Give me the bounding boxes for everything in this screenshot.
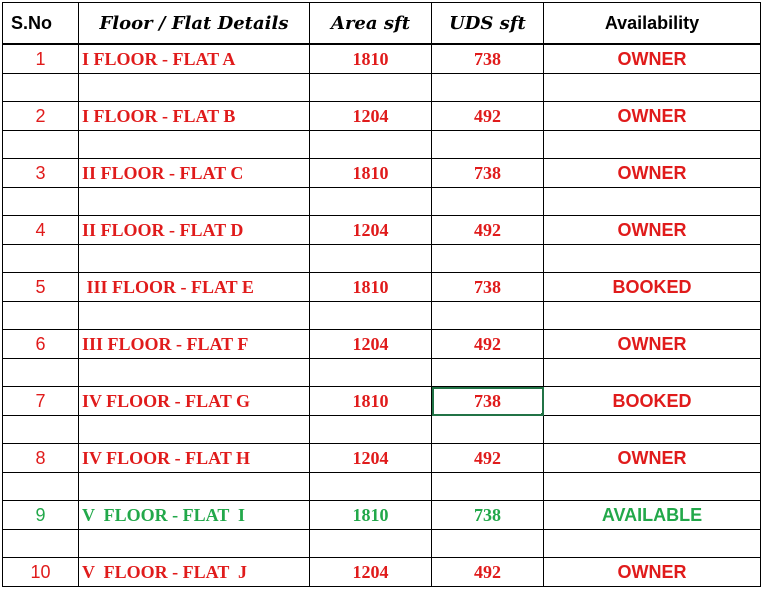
empty-cell[interactable]	[432, 530, 544, 558]
empty-cell[interactable]	[310, 131, 432, 159]
table-row	[3, 330, 761, 359]
cell-sno[interactable]: 9	[3, 501, 79, 530]
empty-row	[3, 473, 761, 501]
empty-cell[interactable]	[79, 188, 310, 216]
empty-cell[interactable]	[544, 74, 761, 102]
empty-row	[3, 245, 761, 273]
empty-row	[3, 530, 761, 558]
header-uds-sft[interactable]: UDS sft	[432, 3, 544, 45]
empty-cell[interactable]	[432, 302, 544, 330]
empty-cell[interactable]	[3, 245, 79, 273]
cell-availability[interactable]: BOOKED	[544, 273, 761, 302]
cell-uds-sft[interactable]: 738	[432, 501, 544, 530]
empty-cell[interactable]	[79, 74, 310, 102]
flat-availability-table	[2, 2, 761, 587]
cell-availability[interactable]: OWNER	[544, 558, 761, 587]
empty-cell[interactable]	[544, 245, 761, 273]
empty-cell[interactable]	[79, 530, 310, 558]
cell-area-sft[interactable]: 1810	[310, 501, 432, 530]
cell-floor-flat-details[interactable]: I FLOOR - FLAT B	[79, 102, 310, 131]
empty-cell[interactable]	[310, 359, 432, 387]
cell-sno[interactable]: 7	[3, 387, 79, 416]
cell-area-sft[interactable]: 1810	[310, 44, 432, 74]
empty-cell[interactable]	[432, 131, 544, 159]
cell-area-sft[interactable]: 1204	[310, 216, 432, 245]
empty-cell[interactable]	[544, 188, 761, 216]
table-row	[3, 387, 761, 416]
empty-cell[interactable]	[79, 473, 310, 501]
empty-cell[interactable]	[544, 131, 761, 159]
cell-area-sft[interactable]: 1204	[310, 444, 432, 473]
cell-area-sft[interactable]: 1810	[310, 159, 432, 188]
cell-availability[interactable]: BOOKED	[544, 387, 761, 416]
cell-availability[interactable]: OWNER	[544, 159, 761, 188]
cell-sno[interactable]: 10	[3, 558, 79, 587]
empty-cell[interactable]	[79, 416, 310, 444]
cell-availability[interactable]: OWNER	[544, 102, 761, 131]
cell-uds-sft[interactable]: 492	[432, 444, 544, 473]
cell-sno[interactable]: 4	[3, 216, 79, 245]
empty-cell[interactable]	[3, 74, 79, 102]
table-row	[3, 44, 761, 74]
cell-uds-sft[interactable]: 492	[432, 558, 544, 587]
empty-row	[3, 359, 761, 387]
empty-cell[interactable]	[79, 302, 310, 330]
empty-cell[interactable]	[79, 131, 310, 159]
empty-cell[interactable]	[310, 416, 432, 444]
cell-sno[interactable]: 6	[3, 330, 79, 359]
cell-uds-sft[interactable]: 738	[432, 159, 544, 188]
empty-cell[interactable]	[3, 359, 79, 387]
header-sno[interactable]: S.No	[3, 3, 79, 45]
empty-cell[interactable]	[544, 473, 761, 501]
empty-cell[interactable]	[3, 131, 79, 159]
cell-uds-sft[interactable]: 738	[432, 44, 544, 74]
empty-cell[interactable]	[432, 416, 544, 444]
empty-cell[interactable]	[432, 74, 544, 102]
empty-cell[interactable]	[310, 188, 432, 216]
empty-cell[interactable]	[3, 302, 79, 330]
table-body	[3, 44, 761, 587]
cell-sno[interactable]: 1	[3, 44, 79, 74]
cell-floor-flat-details[interactable]: III FLOOR - FLAT F	[79, 330, 310, 359]
empty-cell[interactable]	[544, 416, 761, 444]
empty-cell[interactable]	[544, 530, 761, 558]
table-row	[3, 102, 761, 131]
table-row	[3, 444, 761, 473]
cell-floor-flat-details[interactable]: V FLOOR - FLAT J	[79, 558, 310, 587]
cell-uds-sft[interactable]: 738	[432, 273, 544, 302]
cell-floor-flat-details[interactable]: I FLOOR - FLAT A	[79, 44, 310, 74]
cell-area-sft[interactable]: 1810	[310, 387, 432, 416]
cell-area-sft[interactable]: 1204	[310, 558, 432, 587]
cell-uds-sft[interactable]: 738	[432, 387, 544, 416]
empty-cell[interactable]	[3, 188, 79, 216]
cell-area-sft[interactable]: 1810	[310, 273, 432, 302]
cell-uds-sft[interactable]: 492	[432, 102, 544, 131]
empty-cell[interactable]	[3, 530, 79, 558]
empty-cell[interactable]	[432, 359, 544, 387]
empty-cell[interactable]	[310, 530, 432, 558]
cell-area-sft[interactable]: 1204	[310, 102, 432, 131]
table-row	[3, 558, 761, 587]
cell-sno[interactable]: 5	[3, 273, 79, 302]
empty-cell[interactable]	[432, 473, 544, 501]
header-row	[3, 3, 761, 45]
cell-floor-flat-details[interactable]: II FLOOR - FLAT C	[79, 159, 310, 188]
empty-cell[interactable]	[310, 245, 432, 273]
cell-availability[interactable]: OWNER	[544, 44, 761, 74]
header-area-sft[interactable]: Area sft	[310, 3, 432, 45]
cell-availability[interactable]: OWNER	[544, 216, 761, 245]
cell-sno[interactable]: 3	[3, 159, 79, 188]
empty-cell[interactable]	[310, 473, 432, 501]
empty-cell[interactable]	[79, 245, 310, 273]
empty-cell[interactable]	[79, 359, 310, 387]
header-availability[interactable]: Availability	[544, 3, 761, 45]
table-row	[3, 159, 761, 188]
cell-floor-flat-details[interactable]: IV FLOOR - FLAT H	[79, 444, 310, 473]
header-floor-flat-details[interactable]: Floor / Flat Details	[79, 3, 310, 45]
empty-cell[interactable]	[3, 416, 79, 444]
cell-floor-flat-details[interactable]: II FLOOR - FLAT D	[79, 216, 310, 245]
empty-cell[interactable]	[432, 245, 544, 273]
cell-area-sft[interactable]: 1204	[310, 330, 432, 359]
empty-row	[3, 131, 761, 159]
empty-cell[interactable]	[432, 188, 544, 216]
cell-availability[interactable]: OWNER	[544, 444, 761, 473]
empty-cell[interactable]	[544, 302, 761, 330]
empty-cell[interactable]	[544, 359, 761, 387]
empty-row	[3, 416, 761, 444]
cell-sno[interactable]: 8	[3, 444, 79, 473]
empty-row	[3, 74, 761, 102]
empty-cell[interactable]	[310, 302, 432, 330]
cell-availability[interactable]: OWNER	[544, 330, 761, 359]
table-row	[3, 501, 761, 530]
cell-floor-flat-details[interactable]: V FLOOR - FLAT I	[79, 501, 310, 530]
cell-uds-sft[interactable]: 492	[432, 330, 544, 359]
empty-cell[interactable]	[3, 473, 79, 501]
empty-row	[3, 188, 761, 216]
table-row	[3, 216, 761, 245]
empty-row	[3, 302, 761, 330]
cell-floor-flat-details[interactable]: III FLOOR - FLAT E	[79, 273, 310, 302]
cell-sno[interactable]: 2	[3, 102, 79, 131]
cell-floor-flat-details[interactable]: IV FLOOR - FLAT G	[79, 387, 310, 416]
cell-availability[interactable]: AVAILABLE	[544, 501, 761, 530]
cell-uds-sft[interactable]: 492	[432, 216, 544, 245]
empty-cell[interactable]	[310, 74, 432, 102]
table-row	[3, 273, 761, 302]
